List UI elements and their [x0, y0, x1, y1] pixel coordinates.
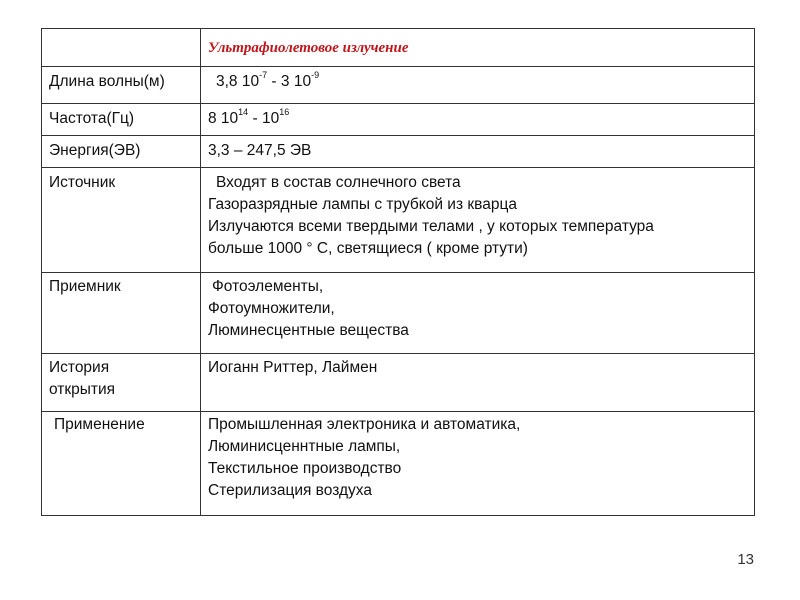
frequency-mantissa-a: 8 10: [208, 110, 239, 127]
row-label-cell: [42, 104, 201, 136]
wavelength-exponent-a: -7: [259, 69, 268, 80]
source-line: Газоразрядные лампы с трубкой из кварца: [208, 196, 517, 213]
wavelength-label: Длина волны(м): [49, 73, 165, 90]
source-line: больше 1000 ° С, светящиеся ( кроме ртути): [208, 240, 528, 257]
application-line: Текстильное производство: [208, 460, 402, 477]
energy-label: Энергия(ЭВ): [49, 142, 141, 159]
frequency-exponent-b: 16: [279, 106, 290, 117]
application-line: Стерилизация воздуха: [208, 482, 372, 499]
page-number: 13: [737, 551, 754, 568]
row-label-cell: [42, 136, 201, 168]
row-label-cell: [42, 168, 201, 273]
receiver-line: Фотоэлементы,: [212, 278, 324, 295]
application-line: Промышленная электроника и автоматика,: [208, 416, 521, 433]
wavelength-mantissa-a: 3,8 10: [216, 73, 260, 90]
row-label-cell: [42, 412, 201, 516]
row-label-cell: [42, 354, 201, 412]
row-value-cell: [201, 273, 755, 354]
receiver-line: Люминесцентные вещества: [208, 322, 409, 339]
table-row-frequency: [42, 104, 755, 136]
receiver-line: Фотоумножители,: [208, 300, 335, 317]
receiver-label: Приемник: [49, 278, 121, 295]
row-label-cell: [42, 273, 201, 354]
header-cell: [201, 29, 755, 67]
source-line: Излучаются всеми твердыми телами , у которых температура: [208, 218, 654, 235]
row-value-cell: [201, 67, 755, 104]
row-value-cell: [201, 136, 755, 168]
row-value-cell: [201, 104, 755, 136]
wavelength-exponent-b: -9: [311, 69, 320, 80]
application-line: Люминисценнтные лампы,: [208, 438, 401, 455]
frequency-exponent-a: 14: [238, 106, 249, 117]
table-row-wavelength: [42, 67, 755, 104]
history-value: Иоганн Риттер, Лаймен: [208, 359, 378, 376]
table-row-application: [42, 412, 755, 516]
wavelength-value: [208, 71, 748, 93]
source-label: Источник: [49, 174, 116, 191]
table-title: Ультрафиолетовое излучение: [208, 40, 409, 56]
frequency-label: Частота(Гц): [49, 110, 135, 127]
row-value-cell: [201, 354, 755, 412]
table-header-row: [42, 29, 755, 67]
row-value-cell: [201, 412, 755, 516]
table-row-receiver: [42, 273, 755, 354]
application-label: Применение: [54, 416, 145, 433]
row-label-cell: [42, 67, 201, 104]
history-label-line: История: [49, 359, 110, 376]
empty-header-cell: [42, 29, 201, 67]
table-row-energy: [42, 136, 755, 168]
table-row-source: [42, 168, 755, 273]
wavelength-separator: - 3 10: [267, 73, 312, 90]
source-line: Входят в состав солнечного света: [216, 174, 461, 191]
frequency-value: [208, 108, 748, 130]
history-label-line: открытия: [49, 381, 116, 398]
table-row-history: [42, 354, 755, 412]
energy-value: 3,3 – 247,5 ЭВ: [208, 142, 312, 159]
row-value-cell: [201, 168, 755, 273]
uv-radiation-table: [41, 28, 755, 516]
frequency-separator: - 10: [248, 110, 280, 127]
